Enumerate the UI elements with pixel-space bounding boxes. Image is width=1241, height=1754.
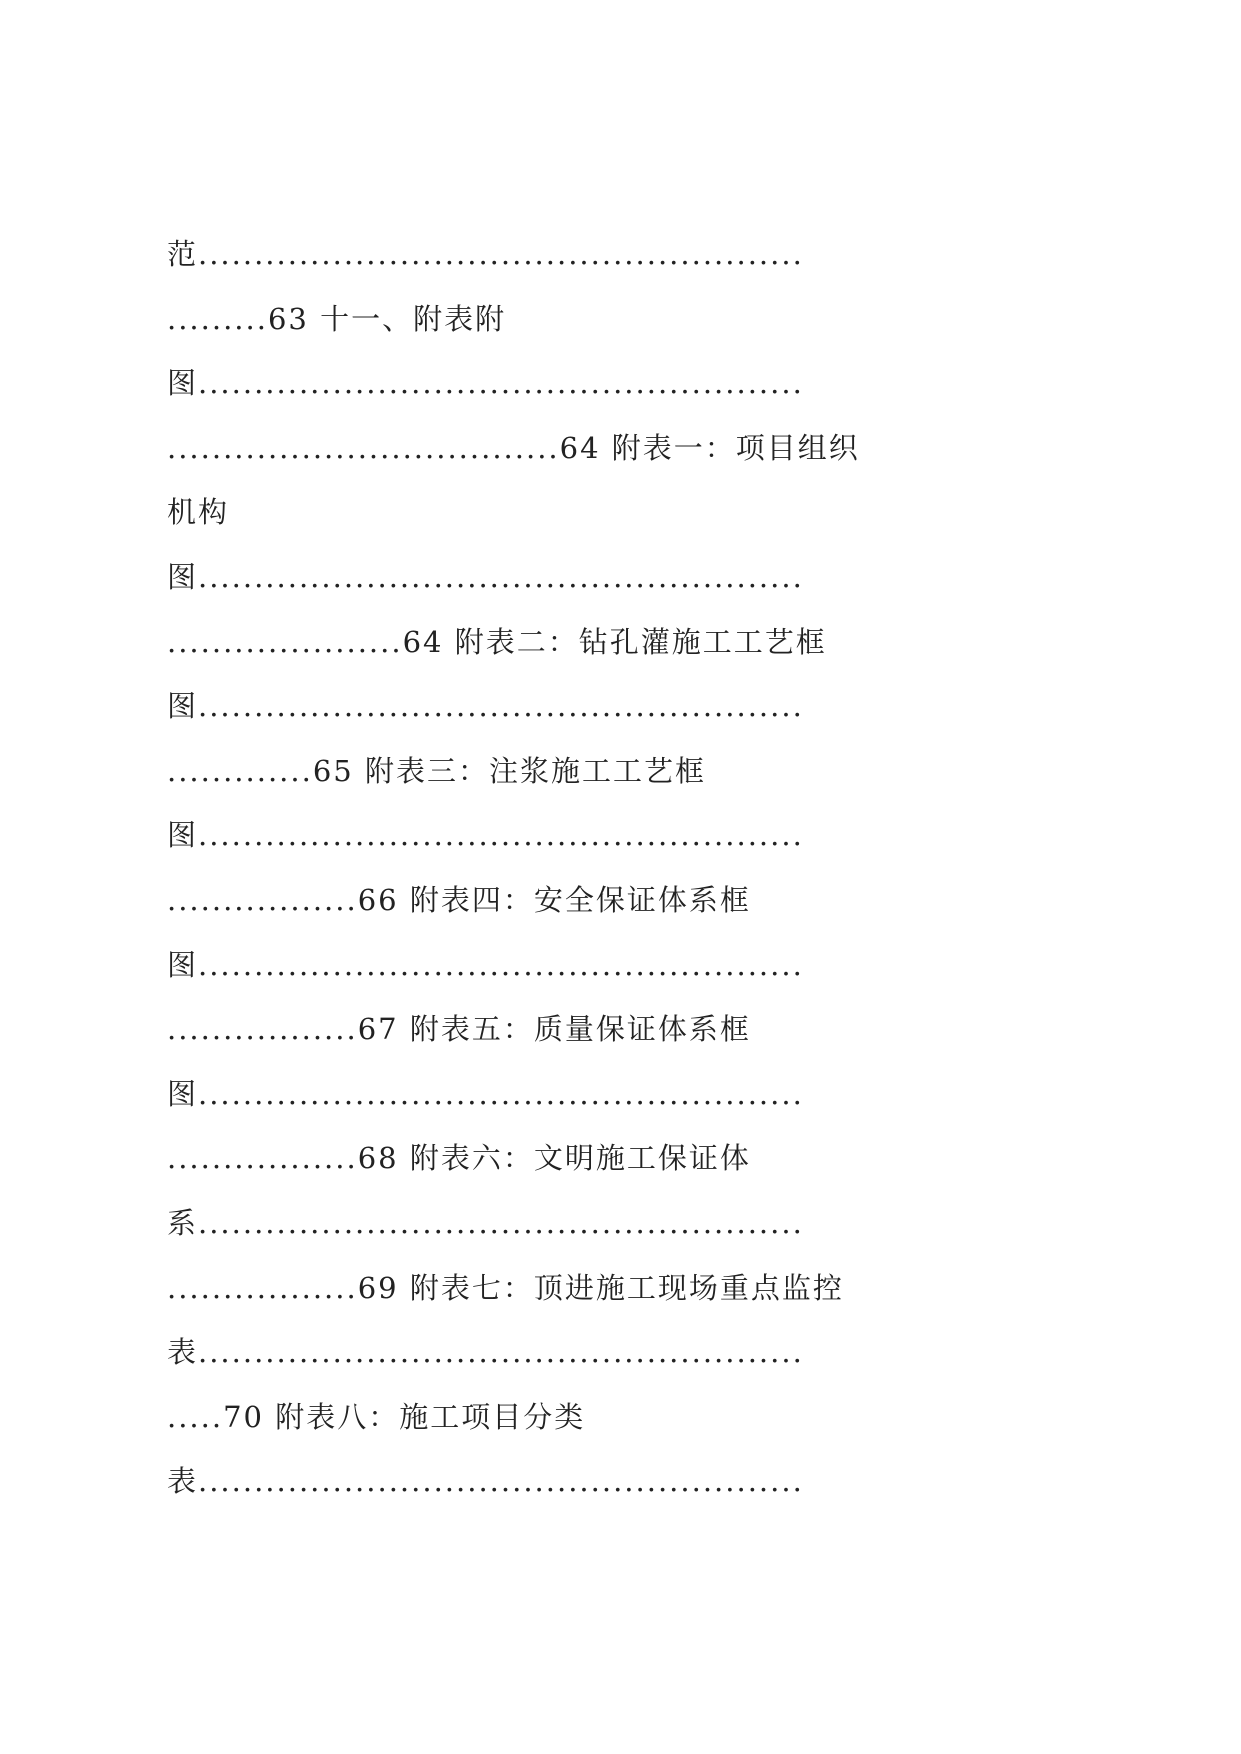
toc-line: 图...................................................... — [167, 366, 804, 400]
toc-line: 机构 — [167, 495, 230, 529]
toc-line: ...................................64 附表一：项目组织 — [167, 431, 860, 465]
toc-line: 系...................................................... — [167, 1206, 804, 1240]
toc-line: .....70 附表八：施工项目分类 — [167, 1400, 586, 1434]
toc-line: 表...................................................... — [167, 1464, 804, 1498]
toc-line: .................69 附表七：顶进施工现场重点监控 — [167, 1271, 844, 1305]
toc-line: .........63 十一、附表附 — [167, 302, 507, 336]
toc-line: .............65 附表三：注浆施工工艺框 — [167, 754, 706, 788]
toc-line: 图...................................................... — [167, 689, 804, 723]
toc-line: .....................64 附表二：钻孔灌施工工艺框 — [167, 625, 827, 659]
toc-line: .................67 附表五：质量保证体系框 — [167, 1012, 751, 1046]
toc-line: 图...................................................... — [167, 948, 804, 982]
toc-line: 范...................................................... — [167, 237, 804, 271]
toc-line: 图...................................................... — [167, 818, 804, 852]
toc-line: 图...................................................... — [167, 560, 804, 594]
toc-line: .................66 附表四：安全保证体系框 — [167, 883, 751, 917]
toc-line: 图...................................................... — [167, 1077, 804, 1111]
toc-line: 表...................................................... — [167, 1335, 804, 1369]
toc-line: .................68 附表六：文明施工保证体 — [167, 1141, 751, 1175]
